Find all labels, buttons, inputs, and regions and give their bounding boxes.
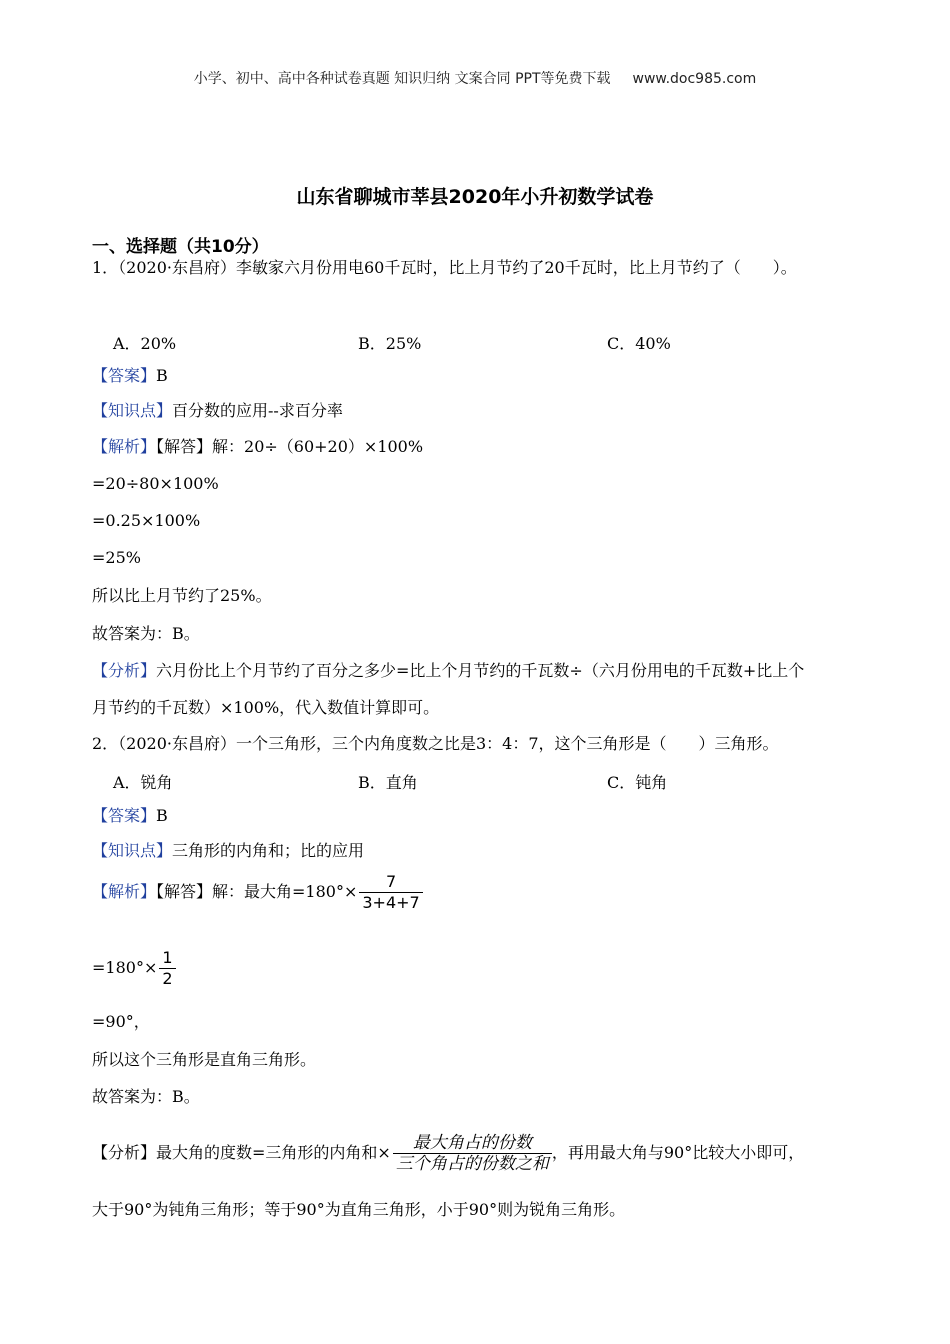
q1-kp-text: 百分数的应用--求百分率 [172,401,343,420]
q2-answer-tag: 【答案】 [92,806,157,825]
q1-discussion [92,661,804,681]
q2-frac3-num: 最大角占的份数 [412,1133,532,1153]
q2-fx-suffix: ，再用最大角与90°比较大小即可， [551,1143,805,1162]
q2-kp-tag: 【知识点】 [92,841,173,860]
section-heading: 一、选择题（共10分） [92,237,269,257]
q2-option-b: B．直角 [358,773,418,792]
q1-step: 所以比上月节约了25%。 [92,586,272,605]
q2-step-1 [92,948,176,989]
q2-frac2-num: 1 [162,948,173,967]
q2-answer [92,806,168,826]
q2-fx-prefix: 最大角的度数=三角形的内角和× [156,1143,391,1162]
q1-jx-first: 【解答】解：20÷（60+20）×100% [156,437,424,456]
q1-knowledge-point [92,401,343,421]
q2-frac1-den: 3+4+7 [362,893,420,912]
q2-frac1-num: 7 [385,872,397,891]
q1-option-b: B．25% [358,334,422,353]
q2-step1-prefix: =180°× [92,958,158,977]
q1-step: =0.25×100% [92,511,201,530]
q2-answer-value: B [156,806,168,825]
q2-step: 所以这个三角形是直角三角形。 [92,1050,317,1069]
q2-frac3-den: 三个角占的份数之和 [395,1154,549,1174]
q2-jx-first: 【解答】解：最大角=180°× [156,882,358,901]
q2-fx-line2: 大于90°为钝角三角形；等于90°为直角三角形，小于90°则为锐角三角形。 [92,1200,626,1219]
q2-kp-text: 三角形的内角和；比的应用 [172,841,365,860]
q2-option-c: C．钝角 [607,773,668,792]
q1-kp-tag: 【知识点】 [92,401,173,420]
q1-answer [92,366,168,386]
q1-jx-tag: 【解析】 [92,437,157,456]
q1-option-c: C．40% [607,334,671,353]
q2-step: 故答案为：B。 [92,1087,200,1106]
q1-stem: 1．（2020·东昌府）李敏家六月份用电60千瓦时，比上月节约了20千瓦时，比上月节约了（ ）。 [92,258,797,277]
q1-answer-tag: 【答案】 [92,366,157,385]
page-header [0,68,950,88]
q2-frac2-den: 2 [162,969,173,988]
q1-option-a: A．20% [113,334,177,353]
q1-fx-line1: 六月份比上个月节约了百分之多少=比上个月节约的千瓦数÷（六月份用电的千瓦数+比上个 [156,661,805,680]
q2-analysis [92,872,423,913]
q2-discussion [92,1133,804,1174]
q1-analysis [92,437,423,457]
q2-jx-tag: 【解析】 [92,882,157,901]
q2-stem: 2．（2020·东昌府）一个三角形，三个内角度数之比是3：4：7，这个三角形是（ ）三角形。 [92,734,779,753]
q2-option-a: A．锐角 [113,773,173,792]
q1-step: =20÷80×100% [92,474,219,493]
q2-step: =90°， [92,1012,150,1031]
q2-fraction-2 [159,948,175,989]
q1-fx-line2: 月节约的千瓦数）×100%，代入数值计算即可。 [92,698,440,717]
q1-fx-tag: 【分析】 [92,661,157,680]
q2-fx-tag: 【分析】 [92,1143,157,1162]
q2-fraction-1 [359,872,422,913]
header-site: www.doc985.com [632,71,757,87]
q2-knowledge-point [92,841,364,861]
q1-step: =25% [92,548,141,567]
q2-fraction-3 [393,1133,552,1174]
document-title: 山东省聊城市莘县2020年小升初数学试卷 [296,186,654,208]
q1-answer-value: B [156,366,168,385]
q1-step: 故答案为：B。 [92,624,200,643]
header-text: 小学、初中、高中各种试卷真题 知识归纳 文案合同 PPT等免费下载 [193,71,611,87]
